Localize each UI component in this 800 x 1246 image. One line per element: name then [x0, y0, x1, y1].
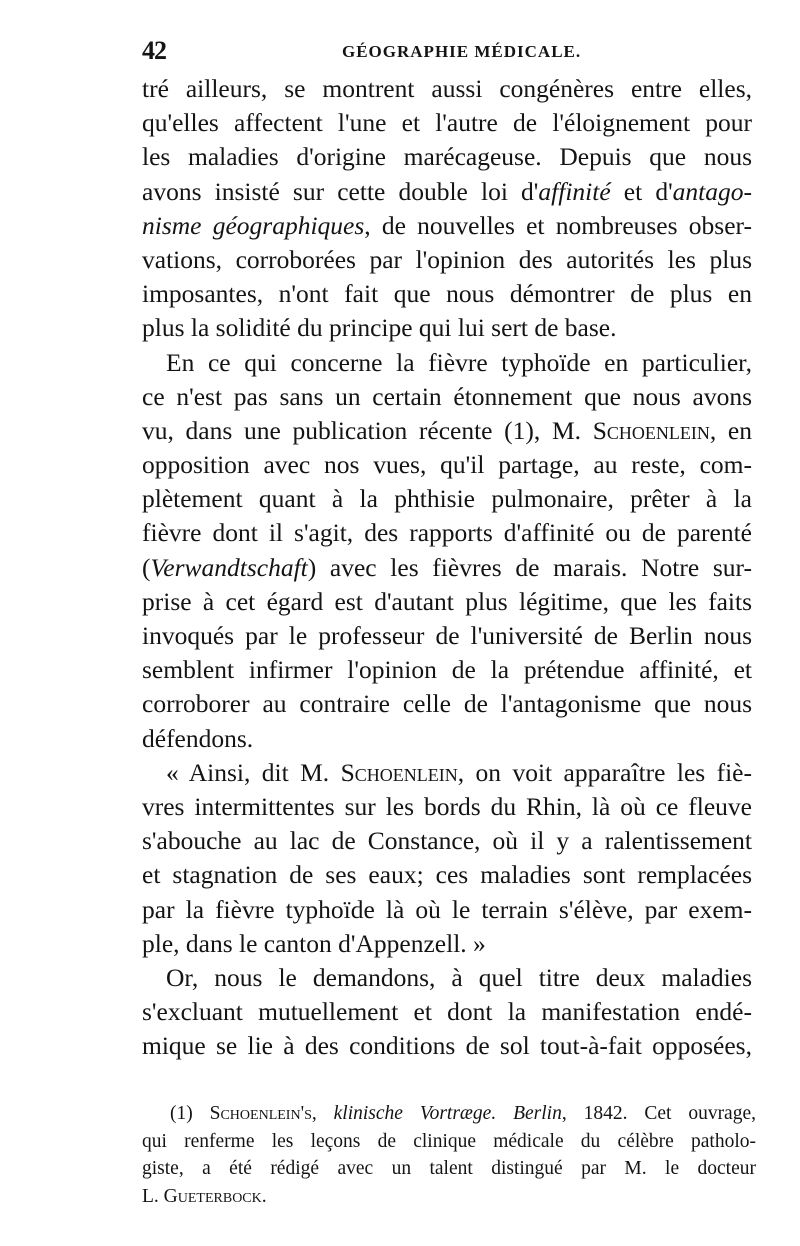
text-run: ,: [311, 1103, 334, 1124]
book-title: klinische Vortræge. Berlin: [333, 1103, 562, 1124]
text-line: En ce qui concerne la fièvre typhoïde en particulier,: [166, 347, 752, 377]
text-line: plètement quant à la phthisie pulmonaire, prêter à la: [142, 484, 752, 514]
text-line: vations, corroborées par l'opinion des autorités les plus: [142, 244, 752, 274]
running-head: GÉOGRAPHIE MÉDICALE.: [342, 42, 582, 61]
text-line: [142, 551, 752, 585]
italic-term: antago-: [672, 176, 752, 206]
text-line: invoqués par le professeur de l'université de Berlin nous: [142, 621, 752, 650]
text-line: semblent infirmer l'opinion de la prétendue affinité, et: [142, 655, 752, 685]
text-line: fièvre dont il s'agit, des rapports d'affinité ou de parenté: [142, 518, 752, 548]
text-line: s'abouche au lac de Constance, où il y a ralentissement: [142, 826, 752, 856]
text-line: [142, 175, 752, 209]
text-run: .: [261, 1185, 267, 1207]
text-line: opposition avec nos vues, qu'il partage, au reste, com-: [142, 450, 752, 480]
text-line: par la fièvre typhoïde là où le terrain s'élève, par exem-: [142, 894, 752, 924]
author-name: Schoenlein: [340, 757, 458, 787]
text-run: ) avec les fièvres de marais. Notre sur-: [307, 552, 752, 582]
text-run: , on voit apparaître les fiè-: [457, 757, 752, 787]
text-line: défendons.: [142, 723, 254, 753]
footnote-marker: (1): [170, 1103, 210, 1124]
text-run: et d': [610, 176, 673, 206]
text-run: « Ainsi, dit M.: [166, 757, 341, 787]
text-line: ple, dans le canton d'Appenzell. »: [142, 928, 486, 958]
text-line: ce n'est pas sans un certain étonnement que nous avons: [142, 381, 752, 411]
text-line: [142, 209, 752, 243]
text-run: , de nouvelles et nombreuses obser-: [364, 210, 752, 240]
text-line: imposantes, n'ont fait que nous démontrer de plus en: [142, 279, 752, 309]
page-header: [142, 36, 752, 66]
text-line: [142, 756, 752, 790]
text-line: vres intermittentes sur les bords du Rhin, là où ce fleuve: [142, 791, 752, 821]
text-line: tré ailleurs, se montrent aussi congénères entre elles,: [142, 74, 752, 103]
italic-term: Verwandtschaft: [150, 552, 308, 582]
footnote-line: [142, 1100, 756, 1128]
text-line: les maladies d'origine marécageuse. Depuis que nous: [142, 142, 752, 172]
text-run: avons insisté sur cette double loi d': [142, 176, 539, 206]
author-name: Schoenlein: [592, 415, 710, 445]
footnote-line: [142, 1183, 756, 1211]
text-line: corroborer au contraire celle de l'antagonisme que nous: [142, 689, 752, 719]
italic-term: affinité: [538, 176, 611, 206]
text-line: [142, 414, 752, 448]
text-run: (: [142, 552, 151, 582]
author-name: Gueterbock: [163, 1185, 262, 1207]
footnote-line: giste, a été rédigé avec un talent distingué par M. le docteur: [142, 1158, 756, 1179]
text-run: L.: [142, 1185, 164, 1207]
footnote: [142, 1100, 756, 1210]
author-name: Schoenlein's: [209, 1103, 312, 1124]
text-line: prise à cet égard est d'autant plus légitime, que les faits: [142, 586, 752, 616]
footnote-line: qui renferme les leçons de clinique médicale du célèbre patholo-: [142, 1130, 756, 1152]
text-run: vu, dans une publication récente (1), M.: [142, 415, 593, 445]
text-line: et stagnation de ses eaux; ces maladies sont remplacées: [142, 860, 752, 890]
text-run: , 1842. Cet ouvrage,: [561, 1103, 756, 1124]
text-line: mique se lie à des conditions de sol tout-à-fait opposées,: [142, 1031, 752, 1061]
page-number: 42: [142, 36, 166, 65]
text-line: s'excluant mutuellement et dont la manifestation endé-: [142, 997, 752, 1027]
main-text: [142, 72, 752, 1063]
text-line: Or, nous le demandons, à quel titre deux maladies: [166, 962, 752, 992]
text-run: , en: [709, 415, 752, 445]
text-line: plus la solidité du principe qui lui sert de base.: [142, 313, 617, 343]
italic-term: nisme géographiques: [142, 210, 365, 240]
text-line: qu'elles affectent l'une et l'autre de l'éloignement pour: [142, 108, 752, 138]
